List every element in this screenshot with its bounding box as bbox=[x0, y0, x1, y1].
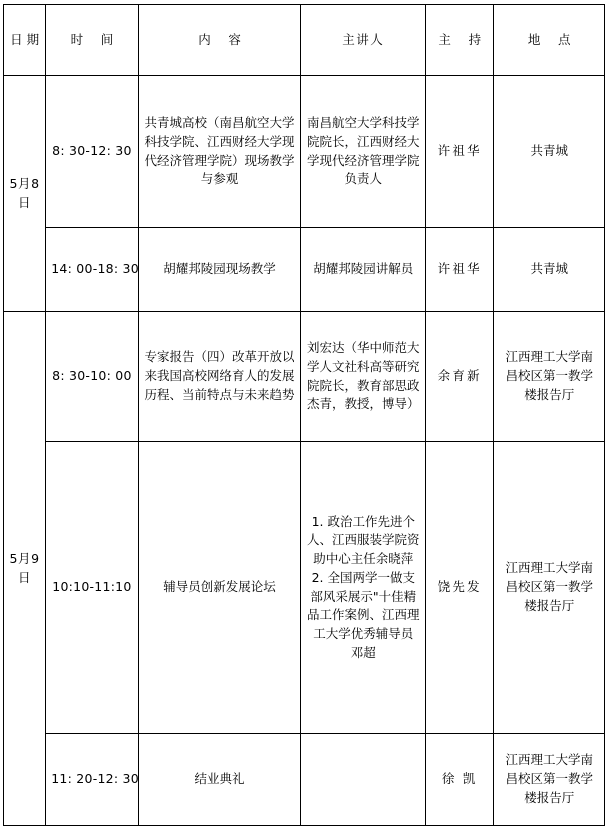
header-place-label: 地 点 bbox=[527, 31, 578, 47]
header-time-label: 时 间 bbox=[70, 31, 121, 47]
time-cell: 11: 20-12: 30 bbox=[46, 734, 138, 826]
speaker-cell: 南昌航空大学科技学院院长，江西财经大学现代经济管理学院负责人 bbox=[301, 76, 426, 228]
content-cell: 专家报告（四）改革开放以来我国高校网络育人的发展历程、当前特点与未来趋势 bbox=[138, 312, 301, 442]
speaker-cell: 胡耀邦陵园讲解员 bbox=[301, 228, 426, 312]
table-row bbox=[4, 734, 605, 826]
time-cell: 10:10-11:10 bbox=[46, 442, 138, 734]
content-cell: 结业典礼 bbox=[138, 734, 301, 826]
header-date-label: 日 期 bbox=[10, 31, 40, 47]
schedule-table bbox=[3, 4, 605, 826]
date-cell-may9: 5月9日 bbox=[4, 312, 46, 826]
place-cell: 江西理工大学南昌校区第一教学楼报告厅 bbox=[494, 734, 605, 826]
content-cell: 辅导员创新发展论坛 bbox=[138, 442, 301, 734]
header-place bbox=[494, 5, 605, 76]
time-cell: 14: 00-18: 30 bbox=[46, 228, 138, 312]
speaker-cell: 1. 政治工作先进个人、江西服装学院资助中心主任余晓萍 2. 全国两学一做支部风采展示"十佳精品工作案例、江西理工大学优秀辅导员 邓超 bbox=[301, 442, 426, 734]
header-speaker bbox=[301, 5, 426, 76]
header-content bbox=[138, 5, 301, 76]
date-cell-may8: 5月8日 bbox=[4, 76, 46, 312]
header-date bbox=[4, 5, 46, 76]
host-cell: 许祖华 bbox=[426, 228, 494, 312]
place-cell: 共青城 bbox=[494, 76, 605, 228]
header-host-label: 主 持 bbox=[438, 31, 488, 47]
time-cell: 8: 30-12: 30 bbox=[46, 76, 138, 228]
header-time bbox=[46, 5, 138, 76]
table-row bbox=[4, 228, 605, 312]
speaker-cell bbox=[301, 734, 426, 826]
host-cell: 许祖华 bbox=[426, 76, 494, 228]
table-row bbox=[4, 442, 605, 734]
table-row bbox=[4, 312, 605, 442]
host-cell: 徐 凯 bbox=[426, 734, 494, 826]
place-cell: 共青城 bbox=[494, 228, 605, 312]
table-body bbox=[4, 76, 605, 826]
header-content-label: 内 容 bbox=[198, 31, 248, 47]
place-cell: 江西理工大学南昌校区第一教学楼报告厅 bbox=[494, 442, 605, 734]
speaker-cell: 刘宏达（华中师范大学人文社科高等研究院院长，教育部思政杰青，教授，博导） bbox=[301, 312, 426, 442]
table-row bbox=[4, 76, 605, 228]
host-cell: 饶先发 bbox=[426, 442, 494, 734]
table-header-row bbox=[4, 5, 605, 76]
header-speaker-label: 主讲人 bbox=[342, 31, 385, 47]
host-cell: 余育新 bbox=[426, 312, 494, 442]
content-cell: 胡耀邦陵园现场教学 bbox=[138, 228, 301, 312]
place-cell: 江西理工大学南昌校区第一教学楼报告厅 bbox=[494, 312, 605, 442]
content-cell: 共青城高校（南昌航空大学科技学院、江西财经大学现代经济管理学院）现场教学与参观 bbox=[138, 76, 301, 228]
header-host bbox=[426, 5, 494, 76]
time-cell: 8: 30-10: 00 bbox=[46, 312, 138, 442]
